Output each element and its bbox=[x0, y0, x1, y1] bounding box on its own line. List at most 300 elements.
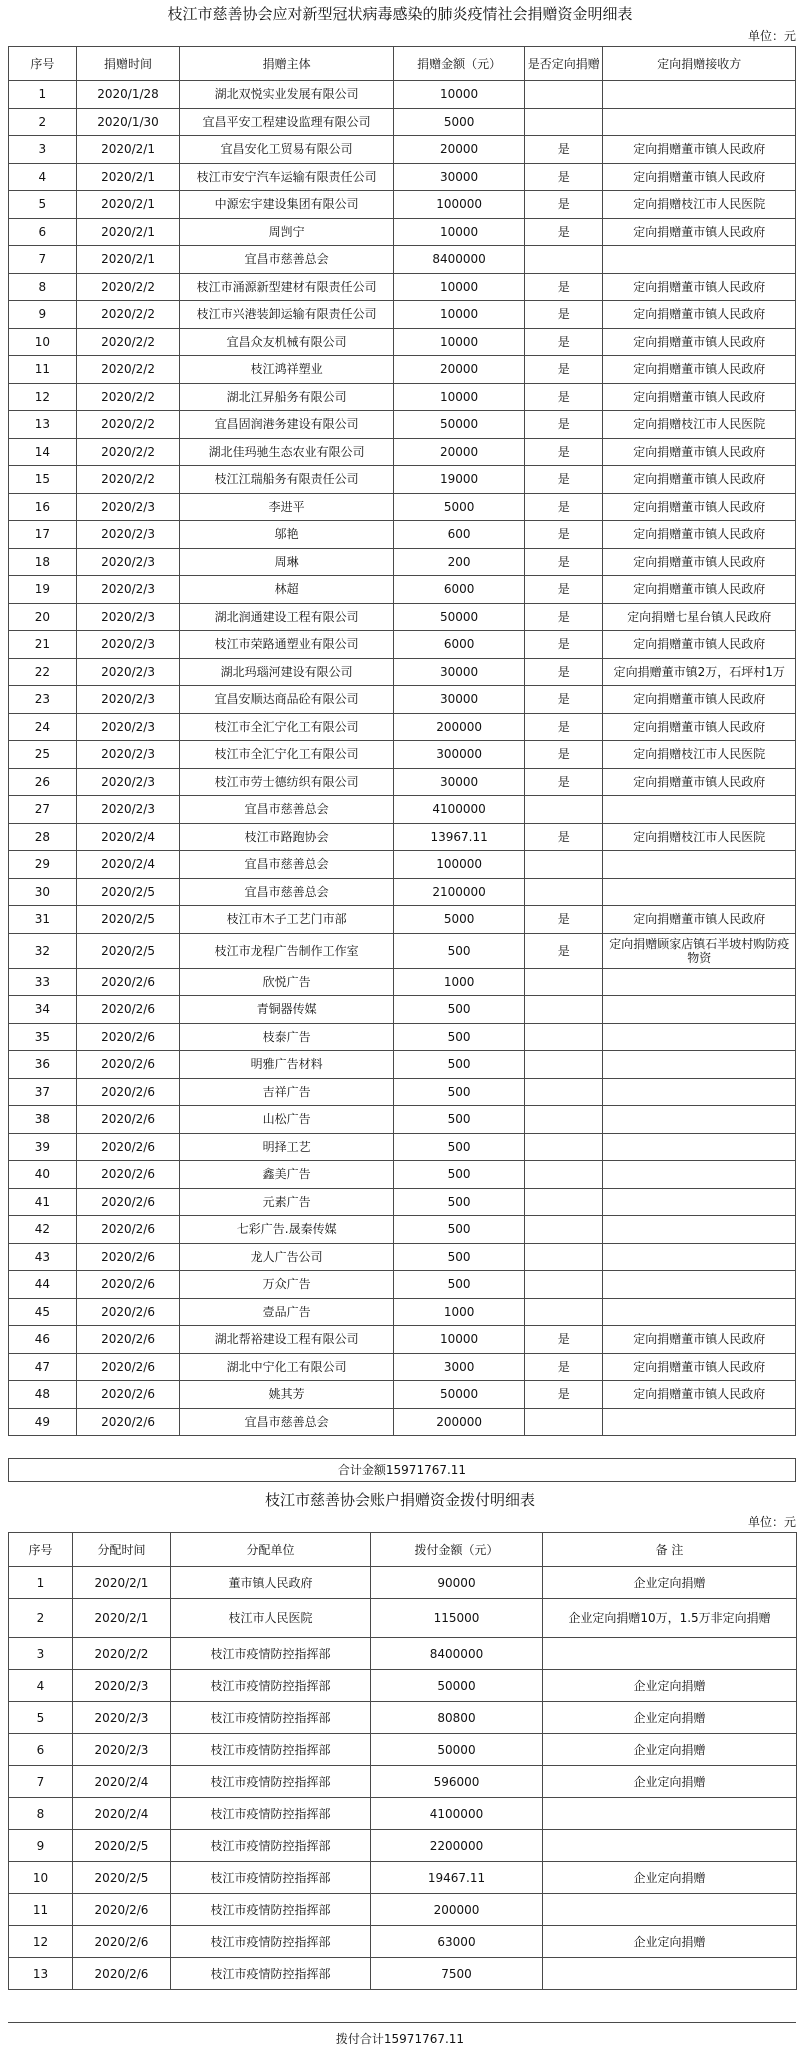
cell-index: 9 bbox=[9, 301, 77, 329]
cell-recipient: 定向捐赠董市镇2万，石坪村1万 bbox=[603, 658, 796, 686]
cell-date: 2020/2/5 bbox=[76, 878, 180, 906]
cell-directed bbox=[525, 108, 603, 136]
cell-donor: 枝江江瑞船务有限责任公司 bbox=[180, 466, 394, 494]
table-row bbox=[9, 1051, 796, 1079]
cell-date: 2020/2/6 bbox=[76, 1023, 180, 1051]
cell-directed: 是 bbox=[525, 906, 603, 934]
cell-directed: 是 bbox=[525, 521, 603, 549]
table-row bbox=[9, 356, 796, 384]
cell-amount: 10000 bbox=[394, 81, 525, 109]
cell-directed bbox=[525, 1188, 603, 1216]
table-row bbox=[9, 1894, 797, 1926]
cell-index: 12 bbox=[9, 1926, 73, 1958]
cell-directed: 是 bbox=[525, 438, 603, 466]
cell-index: 13 bbox=[9, 411, 77, 439]
disbursement-table-title: 枝江市慈善协会账户捐赠资金拨付明细表 bbox=[264, 1491, 535, 1509]
table-row bbox=[9, 1958, 797, 1990]
cell-recipient bbox=[603, 1216, 796, 1244]
cell-index: 40 bbox=[9, 1161, 77, 1189]
cell-index: 37 bbox=[9, 1078, 77, 1106]
donation-unit-label: 单位：元 bbox=[747, 29, 796, 43]
cell-date: 2020/1/30 bbox=[76, 108, 180, 136]
disbursement-header-row bbox=[9, 1533, 797, 1567]
cell-donor: 湖北江昇船务有限公司 bbox=[180, 383, 394, 411]
cell-recipient: 定向捐赠董市镇人民政府 bbox=[603, 906, 796, 934]
cell-date: 2020/2/4 bbox=[73, 1766, 171, 1798]
cell-unit: 董市镇人民政府 bbox=[171, 1567, 371, 1599]
cell-index: 48 bbox=[9, 1381, 77, 1409]
cell-index: 14 bbox=[9, 438, 77, 466]
cell-recipient bbox=[603, 996, 796, 1024]
cell-index: 25 bbox=[9, 741, 77, 769]
table-row bbox=[9, 851, 796, 879]
cell-remark bbox=[543, 1894, 797, 1926]
cell-date: 2020/2/4 bbox=[73, 1798, 171, 1830]
disbursement-unit-label: 单位：元 bbox=[747, 1515, 796, 1529]
table-row bbox=[9, 1133, 796, 1161]
cell-donor: 枝江鸿祥塑业 bbox=[180, 356, 394, 384]
table-row bbox=[9, 1766, 797, 1798]
header-date: 分配时间 bbox=[73, 1533, 171, 1567]
cell-directed: 是 bbox=[525, 741, 603, 769]
cell-unit: 枝江市疫情防控指挥部 bbox=[171, 1766, 371, 1798]
cell-directed bbox=[525, 1078, 603, 1106]
cell-recipient bbox=[603, 1078, 796, 1106]
cell-index: 34 bbox=[9, 996, 77, 1024]
cell-amount: 10000 bbox=[394, 383, 525, 411]
donation-table-title: 枝江市慈善协会应对新型冠状病毒感染的肺炎疫情社会捐赠资金明细表 bbox=[167, 5, 633, 23]
cell-amount: 200000 bbox=[394, 713, 525, 741]
cell-donor: 龙人广告公司 bbox=[180, 1243, 394, 1271]
cell-index: 49 bbox=[9, 1408, 77, 1436]
table-row bbox=[9, 796, 796, 824]
cell-directed bbox=[525, 81, 603, 109]
cell-unit: 枝江市疫情防控指挥部 bbox=[171, 1926, 371, 1958]
table-row bbox=[9, 1023, 796, 1051]
cell-donor: 七彩广告.晟秦传媒 bbox=[180, 1216, 394, 1244]
cell-donor: 宜昌市慈善总会 bbox=[180, 246, 394, 274]
table-row bbox=[9, 1188, 796, 1216]
cell-date: 2020/2/6 bbox=[76, 1216, 180, 1244]
cell-date: 2020/2/3 bbox=[76, 686, 180, 714]
table-row bbox=[9, 466, 796, 494]
cell-index: 7 bbox=[9, 1766, 73, 1798]
disbursement-total: 拨付合计15971767.11 bbox=[335, 2032, 465, 2046]
cell-index: 8 bbox=[9, 273, 77, 301]
cell-unit: 枝江市疫情防控指挥部 bbox=[171, 1734, 371, 1766]
cell-remark bbox=[543, 1798, 797, 1830]
cell-recipient bbox=[603, 1133, 796, 1161]
table-row bbox=[9, 1353, 796, 1381]
cell-donor: 周剀宁 bbox=[180, 218, 394, 246]
cell-directed: 是 bbox=[525, 136, 603, 164]
cell-recipient: 定向捐赠董市镇人民政府 bbox=[603, 1381, 796, 1409]
cell-index: 26 bbox=[9, 768, 77, 796]
cell-amount: 50000 bbox=[394, 411, 525, 439]
cell-directed bbox=[525, 796, 603, 824]
cell-index: 18 bbox=[9, 548, 77, 576]
cell-directed: 是 bbox=[525, 411, 603, 439]
cell-amount: 100000 bbox=[394, 851, 525, 879]
cell-recipient: 定向捐赠董市镇人民政府 bbox=[603, 328, 796, 356]
cell-amount: 4100000 bbox=[394, 796, 525, 824]
table-row bbox=[9, 438, 796, 466]
cell-recipient: 定向捐赠董市镇人民政府 bbox=[603, 521, 796, 549]
cell-date: 2020/2/6 bbox=[76, 1188, 180, 1216]
header-index: 序号 bbox=[9, 47, 77, 81]
cell-recipient bbox=[603, 796, 796, 824]
cell-date: 2020/2/3 bbox=[76, 741, 180, 769]
cell-unit: 枝江市疫情防控指挥部 bbox=[171, 1862, 371, 1894]
cell-recipient: 定向捐赠董市镇人民政府 bbox=[603, 438, 796, 466]
cell-date: 2020/2/3 bbox=[76, 768, 180, 796]
cell-index: 4 bbox=[9, 163, 77, 191]
cell-directed bbox=[525, 1023, 603, 1051]
cell-index: 1 bbox=[9, 1567, 73, 1599]
cell-amount: 20000 bbox=[394, 438, 525, 466]
cell-directed: 是 bbox=[525, 658, 603, 686]
cell-recipient bbox=[603, 1106, 796, 1134]
cell-donor: 枝江市全汇宁化工有限公司 bbox=[180, 741, 394, 769]
cell-donor: 宜昌市慈善总会 bbox=[180, 851, 394, 879]
table-row bbox=[9, 1798, 797, 1830]
cell-remark: 企业定向捐赠 bbox=[543, 1926, 797, 1958]
cell-index: 10 bbox=[9, 1862, 73, 1894]
cell-amount: 5000 bbox=[394, 906, 525, 934]
cell-donor: 宜昌固润港务建设有限公司 bbox=[180, 411, 394, 439]
cell-date: 2020/2/6 bbox=[76, 968, 180, 996]
cell-amount: 50000 bbox=[371, 1734, 543, 1766]
cell-unit: 枝江市疫情防控指挥部 bbox=[171, 1830, 371, 1862]
table-row bbox=[9, 1670, 797, 1702]
cell-donor: 周琳 bbox=[180, 548, 394, 576]
cell-index: 39 bbox=[9, 1133, 77, 1161]
table-row bbox=[9, 1326, 796, 1354]
cell-remark: 企业定向捐赠 bbox=[543, 1702, 797, 1734]
cell-directed: 是 bbox=[525, 191, 603, 219]
cell-directed bbox=[525, 1408, 603, 1436]
cell-amount: 13967.11 bbox=[394, 823, 525, 851]
table-row bbox=[9, 1161, 796, 1189]
cell-directed bbox=[525, 1051, 603, 1079]
cell-index: 21 bbox=[9, 631, 77, 659]
header-unit: 分配单位 bbox=[171, 1533, 371, 1567]
cell-recipient bbox=[603, 1051, 796, 1079]
cell-directed: 是 bbox=[525, 328, 603, 356]
header-donor: 捐赠主体 bbox=[180, 47, 394, 81]
cell-unit: 枝江市疫情防控指挥部 bbox=[171, 1670, 371, 1702]
cell-recipient: 定向捐赠七星台镇人民政府 bbox=[603, 603, 796, 631]
cell-index: 28 bbox=[9, 823, 77, 851]
cell-date: 2020/2/2 bbox=[76, 273, 180, 301]
cell-recipient bbox=[603, 1298, 796, 1326]
table-row bbox=[9, 1106, 796, 1134]
cell-index: 16 bbox=[9, 493, 77, 521]
cell-directed bbox=[525, 1271, 603, 1299]
table-row bbox=[9, 933, 796, 968]
cell-date: 2020/2/2 bbox=[76, 383, 180, 411]
cell-donor: 枝江市全汇宁化工有限公司 bbox=[180, 713, 394, 741]
cell-recipient: 定向捐赠董市镇人民政府 bbox=[603, 466, 796, 494]
cell-recipient: 定向捐赠董市镇人民政府 bbox=[603, 383, 796, 411]
cell-recipient bbox=[603, 108, 796, 136]
cell-donor: 中源宏宇建设集团有限公司 bbox=[180, 191, 394, 219]
cell-date: 2020/2/5 bbox=[76, 933, 180, 968]
cell-amount: 19467.11 bbox=[371, 1862, 543, 1894]
table-row bbox=[9, 968, 796, 996]
cell-donor: 邬艳 bbox=[180, 521, 394, 549]
cell-amount: 200 bbox=[394, 548, 525, 576]
cell-unit: 枝江市疫情防控指挥部 bbox=[171, 1798, 371, 1830]
cell-amount: 80800 bbox=[371, 1702, 543, 1734]
table-row bbox=[9, 246, 796, 274]
cell-donor: 湖北中宁化工有限公司 bbox=[180, 1353, 394, 1381]
table-row bbox=[9, 1599, 797, 1638]
cell-donor: 宜昌市慈善总会 bbox=[180, 878, 394, 906]
cell-amount: 1000 bbox=[394, 1298, 525, 1326]
cell-date: 2020/2/2 bbox=[76, 328, 180, 356]
cell-amount: 30000 bbox=[394, 686, 525, 714]
cell-donor: 枝江市木子工艺门市部 bbox=[180, 906, 394, 934]
cell-donor: 万众广告 bbox=[180, 1271, 394, 1299]
cell-date: 2020/2/6 bbox=[76, 1106, 180, 1134]
cell-index: 6 bbox=[9, 1734, 73, 1766]
cell-date: 2020/2/1 bbox=[76, 191, 180, 219]
table-row bbox=[9, 1243, 796, 1271]
cell-index: 11 bbox=[9, 356, 77, 384]
cell-amount: 63000 bbox=[371, 1926, 543, 1958]
cell-directed bbox=[525, 1216, 603, 1244]
cell-amount: 500 bbox=[394, 1243, 525, 1271]
cell-remark: 企业定向捐赠 bbox=[543, 1670, 797, 1702]
cell-date: 2020/2/1 bbox=[73, 1567, 171, 1599]
cell-index: 35 bbox=[9, 1023, 77, 1051]
table-row bbox=[9, 658, 796, 686]
cell-donor: 枝江市龙程广告制作工作室 bbox=[180, 933, 394, 968]
cell-date: 2020/2/2 bbox=[76, 411, 180, 439]
cell-date: 2020/2/6 bbox=[76, 1243, 180, 1271]
cell-recipient: 定向捐赠董市镇人民政府 bbox=[603, 1326, 796, 1354]
cell-index: 30 bbox=[9, 878, 77, 906]
cell-amount: 30000 bbox=[394, 658, 525, 686]
cell-index: 24 bbox=[9, 713, 77, 741]
cell-date: 2020/2/6 bbox=[73, 1958, 171, 1990]
table-row bbox=[9, 81, 796, 109]
cell-recipient: 定向捐赠董市镇人民政府 bbox=[603, 1353, 796, 1381]
cell-donor: 明雅广告材料 bbox=[180, 1051, 394, 1079]
cell-donor: 青铜器传媒 bbox=[180, 996, 394, 1024]
cell-recipient: 定向捐赠顾家店镇石半坡村购防疫物资 bbox=[603, 933, 796, 968]
cell-amount: 10000 bbox=[394, 273, 525, 301]
cell-date: 2020/2/5 bbox=[73, 1862, 171, 1894]
cell-donor: 鑫美广告 bbox=[180, 1161, 394, 1189]
cell-directed: 是 bbox=[525, 218, 603, 246]
cell-recipient: 定向捐赠董市镇人民政府 bbox=[603, 576, 796, 604]
cell-date: 2020/2/6 bbox=[76, 1161, 180, 1189]
table-row bbox=[9, 521, 796, 549]
cell-directed: 是 bbox=[525, 1326, 603, 1354]
cell-recipient: 定向捐赠董市镇人民政府 bbox=[603, 493, 796, 521]
cell-index: 3 bbox=[9, 136, 77, 164]
cell-donor: 枝江市荣路通塑业有限公司 bbox=[180, 631, 394, 659]
cell-donor: 山松广告 bbox=[180, 1106, 394, 1134]
cell-recipient bbox=[603, 1271, 796, 1299]
cell-amount: 8400000 bbox=[394, 246, 525, 274]
cell-date: 2020/2/4 bbox=[76, 851, 180, 879]
cell-index: 5 bbox=[9, 1702, 73, 1734]
cell-remark: 企业定向捐赠 bbox=[543, 1766, 797, 1798]
table-row bbox=[9, 1734, 797, 1766]
cell-index: 9 bbox=[9, 1830, 73, 1862]
cell-amount: 50000 bbox=[394, 603, 525, 631]
header-remark: 备 注 bbox=[543, 1533, 797, 1567]
table-row bbox=[9, 1862, 797, 1894]
cell-index: 38 bbox=[9, 1106, 77, 1134]
cell-amount: 8400000 bbox=[371, 1638, 543, 1670]
cell-index: 44 bbox=[9, 1271, 77, 1299]
table-row bbox=[9, 136, 796, 164]
cell-directed: 是 bbox=[525, 1381, 603, 1409]
cell-recipient bbox=[603, 1408, 796, 1436]
cell-recipient: 定向捐赠董市镇人民政府 bbox=[603, 713, 796, 741]
cell-amount: 5000 bbox=[394, 493, 525, 521]
table-row bbox=[9, 1408, 796, 1436]
cell-amount: 50000 bbox=[394, 1381, 525, 1409]
table-row bbox=[9, 686, 796, 714]
cell-index: 11 bbox=[9, 1894, 73, 1926]
cell-index: 43 bbox=[9, 1243, 77, 1271]
table-row bbox=[9, 163, 796, 191]
cell-index: 42 bbox=[9, 1216, 77, 1244]
cell-date: 2020/2/3 bbox=[76, 576, 180, 604]
cell-directed: 是 bbox=[525, 273, 603, 301]
cell-donor: 枝江市兴港装卸运输有限责任公司 bbox=[180, 301, 394, 329]
cell-index: 3 bbox=[9, 1638, 73, 1670]
cell-recipient: 定向捐赠董市镇人民政府 bbox=[603, 163, 796, 191]
cell-date: 2020/2/6 bbox=[76, 1353, 180, 1381]
cell-index: 22 bbox=[9, 658, 77, 686]
cell-amount: 500 bbox=[394, 1216, 525, 1244]
cell-directed: 是 bbox=[525, 163, 603, 191]
cell-donor: 李进平 bbox=[180, 493, 394, 521]
cell-donor: 湖北玛瑙河建设有限公司 bbox=[180, 658, 394, 686]
cell-amount: 500 bbox=[394, 1188, 525, 1216]
header-amount: 捐赠金额（元） bbox=[394, 47, 525, 81]
cell-index: 4 bbox=[9, 1670, 73, 1702]
table-row bbox=[9, 741, 796, 769]
table-row bbox=[9, 996, 796, 1024]
cell-index: 32 bbox=[9, 933, 77, 968]
cell-amount: 20000 bbox=[394, 136, 525, 164]
table-row bbox=[9, 1298, 796, 1326]
cell-directed: 是 bbox=[525, 383, 603, 411]
cell-directed: 是 bbox=[525, 301, 603, 329]
cell-amount: 10000 bbox=[394, 218, 525, 246]
cell-date: 2020/2/3 bbox=[76, 603, 180, 631]
cell-index: 20 bbox=[9, 603, 77, 631]
cell-recipient bbox=[603, 878, 796, 906]
cell-directed: 是 bbox=[525, 631, 603, 659]
cell-donor: 枝江市安宁汽车运输有限责任公司 bbox=[180, 163, 394, 191]
cell-amount: 6000 bbox=[394, 576, 525, 604]
cell-recipient: 定向捐赠枝江市人民医院 bbox=[603, 741, 796, 769]
cell-amount: 500 bbox=[394, 1133, 525, 1161]
table-row bbox=[9, 493, 796, 521]
cell-donor: 林超 bbox=[180, 576, 394, 604]
table-row bbox=[9, 218, 796, 246]
cell-date: 2020/2/6 bbox=[76, 1381, 180, 1409]
cell-directed: 是 bbox=[525, 1353, 603, 1381]
cell-donor: 宜昌平安工程建设监理有限公司 bbox=[180, 108, 394, 136]
cell-date: 2020/2/2 bbox=[76, 301, 180, 329]
cell-recipient: 定向捐赠枝江市人民医院 bbox=[603, 191, 796, 219]
table-row bbox=[9, 301, 796, 329]
cell-index: 1 bbox=[9, 81, 77, 109]
cell-recipient bbox=[603, 1243, 796, 1271]
cell-date: 2020/2/4 bbox=[76, 823, 180, 851]
cell-date: 2020/2/3 bbox=[76, 713, 180, 741]
donation-table bbox=[8, 46, 796, 1436]
table-row bbox=[9, 713, 796, 741]
cell-donor: 壹品广告 bbox=[180, 1298, 394, 1326]
table-row bbox=[9, 1702, 797, 1734]
cell-amount: 19000 bbox=[394, 466, 525, 494]
table-row bbox=[9, 411, 796, 439]
cell-date: 2020/2/3 bbox=[76, 658, 180, 686]
cell-amount: 115000 bbox=[371, 1599, 543, 1638]
cell-index: 6 bbox=[9, 218, 77, 246]
cell-date: 2020/2/6 bbox=[76, 1298, 180, 1326]
cell-recipient bbox=[603, 1161, 796, 1189]
cell-amount: 100000 bbox=[394, 191, 525, 219]
table-row bbox=[9, 1567, 797, 1599]
cell-index: 7 bbox=[9, 246, 77, 274]
cell-amount: 6000 bbox=[394, 631, 525, 659]
cell-directed: 是 bbox=[525, 686, 603, 714]
cell-date: 2020/2/2 bbox=[76, 438, 180, 466]
cell-directed bbox=[525, 246, 603, 274]
table-row bbox=[9, 1638, 797, 1670]
cell-amount: 500 bbox=[394, 996, 525, 1024]
table-row bbox=[9, 108, 796, 136]
donation-header-row bbox=[9, 47, 796, 81]
cell-directed: 是 bbox=[525, 576, 603, 604]
cell-amount: 500 bbox=[394, 1271, 525, 1299]
cell-directed: 是 bbox=[525, 933, 603, 968]
cell-amount: 3000 bbox=[394, 1353, 525, 1381]
cell-date: 2020/2/6 bbox=[76, 1051, 180, 1079]
cell-donor: 湖北双悦实业发展有限公司 bbox=[180, 81, 394, 109]
cell-recipient bbox=[603, 1188, 796, 1216]
cell-donor: 枝江市劳士德纺织有限公司 bbox=[180, 768, 394, 796]
cell-index: 45 bbox=[9, 1298, 77, 1326]
cell-donor: 宜昌安化工贸易有限公司 bbox=[180, 136, 394, 164]
cell-amount: 7500 bbox=[371, 1958, 543, 1990]
cell-recipient: 定向捐赠枝江市人民医院 bbox=[603, 823, 796, 851]
cell-amount: 500 bbox=[394, 1106, 525, 1134]
header-date: 捐赠时间 bbox=[76, 47, 180, 81]
cell-directed bbox=[525, 1133, 603, 1161]
table-row bbox=[9, 576, 796, 604]
cell-index: 23 bbox=[9, 686, 77, 714]
cell-amount: 600 bbox=[394, 521, 525, 549]
cell-recipient bbox=[603, 81, 796, 109]
table-row bbox=[9, 631, 796, 659]
cell-date: 2020/2/3 bbox=[73, 1734, 171, 1766]
header-directed: 是否定向捐赠 bbox=[525, 47, 603, 81]
table-row bbox=[9, 1078, 796, 1106]
cell-amount: 4100000 bbox=[371, 1798, 543, 1830]
